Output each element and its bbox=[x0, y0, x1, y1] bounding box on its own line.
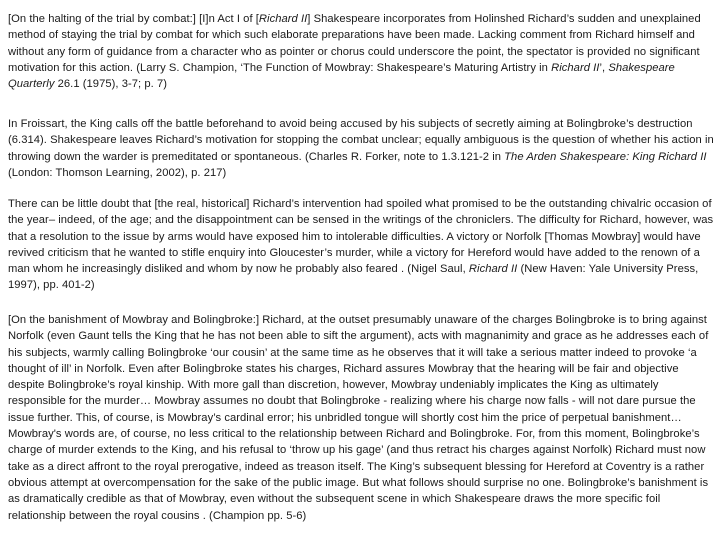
text-segment: In Froissart, the King calls off the battle beforehand to avoid being accused by his subjects of secretly aiming at Bolingbroke’s destruction (6.314). Shakespeare leaves Richard’s motivation for stopping the combat unclear; equally ambiguous is the question of whether his action in throwing down the warder is premeditated or spontaneous. (Charles R. Forker, note to 1.3.121-2 in bbox=[8, 118, 714, 163]
italic-title: Shakespeare Quarterly bbox=[8, 61, 675, 91]
italic-title: Richard II bbox=[551, 61, 600, 74]
text-segment: There can be little doubt that [the real, historical] Richard’s intervention had spoiled what promised to be the outstanding chivalric occasion of the year– indeed, of the age; and the disappointment can be sensed in the writings of the chroniclers. The difficulty for Richard, however, was that a resolution to the issue by arms would have exposed him to intolerable difficulties. A victory or Norfolk [Thomas Mowbray] would have revived criticism that he wanted to stifle enquiry into Gloucester’s murder, while a victory for Hereford would have added to the renown of a man whom he increasingly disliked and whom by now he probably also feared . (Nigel Saul, bbox=[8, 198, 714, 276]
text-segment: [On the banishment of Mowbray and Bolingbroke:] Richard, at the outset presumably unaware of the charges Bolingbroke is to bring against Norfolk (even Gaunt tells the King that he has not been able to sift the argument), acts with magnanimity and grace as he addresses each of his subjects, warmly calling Bolingbroke ‘our cousin’ at the same time as he observes that it will take a serious matter indeed to provoke ‘a thought of ill’ in Norfolk. Even after Bolingbroke states his charges, Richard assures Mowbray that the hearing will be fair and objective despite Bolingbroke’s royal kinship. With more gall than discretion, however, Mowbray undeniably implicates the King as ultimately responsible for the murder… Mowbray assumes no doubt that Bolingbroke - realizing where his charge now falls - will not dare pursue the issue further. This, of course, is Mowbray’s cardinal error; his unbridled tongue will shortly cost him the price of perpetual banishment… Mowbray's words are, of course, no less critical to the relationship between Richard and Bolingbroke. For, from this moment, Bolingbroke’s charge of murder extends to the King, and his refusal to ‘throw up his gage’ (and thus retract his charges against Norfolk) Richard must now take as a direct affront to the royal prerogative, indeed as treason itself. The King’s subsequent blessing for Hereford at Coventry is a rather obvious attempt at overcompensation for the sake of the public image. But what follows should surprise no one. Bolingbroke’s banishment is as dramatically credible as that of Mowbray, even without the subsequent scene in which Shakespeare draws the more specific foil relationship between the royal cousins . (Champion pp. 5-6) bbox=[8, 314, 709, 522]
quotation-champion-2 bbox=[8, 312, 714, 524]
italic-title: Richard II bbox=[258, 13, 308, 25]
text-segment: 26.1 (1975), 3-7; p. 7) bbox=[54, 78, 167, 91]
italic-title: Richard II bbox=[468, 263, 518, 276]
text-segment: ’, bbox=[599, 61, 609, 74]
text-segment: ] Shakespeare incorporates from Holinshed Richard’s sudden and unexplained method of staying the trial by combat for which such elaborate preparations have been made. Lacking comment from Richard himself and without any form of guidance from a character who as pointer or chorus could underscore the point, the spectator is provided no significant motivation for this action. (Larry S. Champion, ‘The Function of Mowbray: Shakespeare’s Maturing Artistry in bbox=[8, 13, 701, 74]
quotation-forker bbox=[8, 116, 714, 181]
italic-title: The Arden Shakespeare: King Richard II bbox=[504, 150, 707, 163]
text-segment: [On the halting of the trial by combat:] [I]n Act I of [ bbox=[8, 13, 259, 25]
text-segment: (London: Thomson Learning, 2002), p. 217) bbox=[8, 166, 227, 179]
quotation-champion-1 bbox=[8, 11, 714, 92]
quotation-saul bbox=[8, 196, 714, 294]
text-segment: (New Haven: Yale University Press, 1997), pp. 401-2) bbox=[8, 263, 699, 292]
